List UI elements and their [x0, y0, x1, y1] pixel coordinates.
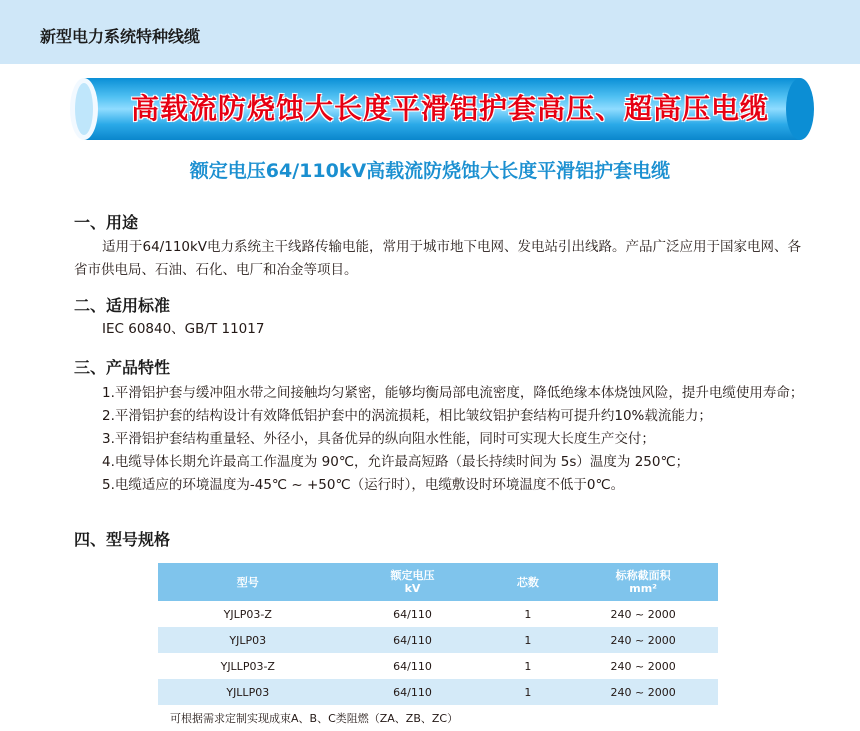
- feature-item: 4.电缆导体长期允许最高工作温度为 90℃，允许最高短路（最长持续时间为 5s）温度为 250℃；: [102, 454, 690, 470]
- table-row: [158, 627, 718, 653]
- heading-standards: 二、适用标准: [74, 296, 171, 315]
- cell-area: 240 ~ 2000: [568, 679, 718, 705]
- cell-voltage: 64/110: [338, 601, 488, 627]
- banner-title: 高载流防烧蚀大长度平滑铝护套高压、超高压电缆: [130, 92, 769, 125]
- table-note: 可根据需求定制实现成束A、B、C类阻燃（ZA、ZB、ZC）: [158, 705, 718, 731]
- category-title: 新型电力系统特种线缆: [40, 27, 201, 46]
- cell-voltage: 64/110: [338, 679, 488, 705]
- feature-item: 1.平滑铝护套与缓冲阻水带之间接触均匀紧密，能够均衡局部电流密度，降低绝缘本体烧蚀风险，提升电缆使用寿命；: [102, 385, 804, 401]
- usage-text-block: [74, 236, 814, 282]
- cell-voltage: 64/110: [338, 627, 488, 653]
- heading-features: 三、产品特性: [74, 358, 171, 377]
- product-subtitle: 额定电压64/110kV高载流防烧蚀大长度平滑铝护套电缆: [189, 160, 671, 182]
- cell-cores: 1: [488, 627, 569, 653]
- table-note-row: [158, 705, 718, 731]
- cell-voltage: 64/110: [338, 653, 488, 679]
- col-area: 标称截面积 mm²: [568, 563, 718, 601]
- col-voltage: 额定电压 kV: [338, 563, 488, 601]
- heading-usage: 一、用途: [74, 213, 139, 232]
- usage-text: 适用于64/110kV电力系统主干线路传输电能，常用于城市地下电网、发电站引出线路。产品广泛应用于国家电网、各省市供电局、石油、石化、电厂和冶金等项目。: [74, 239, 802, 278]
- feature-item: 2.平滑铝护套的结构设计有效降低铝护套中的涡流损耗，相比皱纹铝护套结构可提升约10%载流能力；: [102, 408, 712, 424]
- feature-item: 5.电缆适应的环境温度为-45℃ ~ +50℃（运行时），电缆敷设时环境温度不低于0℃。: [102, 477, 625, 493]
- col-cores: 芯数: [488, 563, 569, 601]
- heading-models: 四、型号规格: [74, 530, 171, 549]
- table-row: [158, 679, 718, 705]
- cell-area: 240 ~ 2000: [568, 601, 718, 627]
- standards-text-block: [74, 318, 814, 341]
- table-header-row: [158, 563, 718, 601]
- col-model: 型号: [158, 563, 338, 601]
- features-list: [74, 382, 814, 497]
- cell-cores: 1: [488, 679, 569, 705]
- table-row: [158, 653, 718, 679]
- cell-area: 240 ~ 2000: [568, 653, 718, 679]
- cell-cores: 1: [488, 653, 569, 679]
- model-spec-table: [158, 563, 718, 731]
- table-row: [158, 601, 718, 627]
- cell-cores: 1: [488, 601, 569, 627]
- cell-model: YJLP03-Z: [158, 601, 338, 627]
- title-banner: [70, 78, 814, 140]
- feature-item: 3.平滑铝护套结构重量轻、外径小，具备优异的纵向阻水性能，同时可实现大长度生产交付；: [102, 431, 655, 447]
- standards-text: IEC 60840、GB/T 11017: [102, 321, 265, 337]
- cell-model: YJLP03: [158, 627, 338, 653]
- cell-area: 240 ~ 2000: [568, 627, 718, 653]
- cell-model: YJLLP03-Z: [158, 653, 338, 679]
- top-bar: [0, 0, 860, 64]
- cell-model: YJLLP03: [158, 679, 338, 705]
